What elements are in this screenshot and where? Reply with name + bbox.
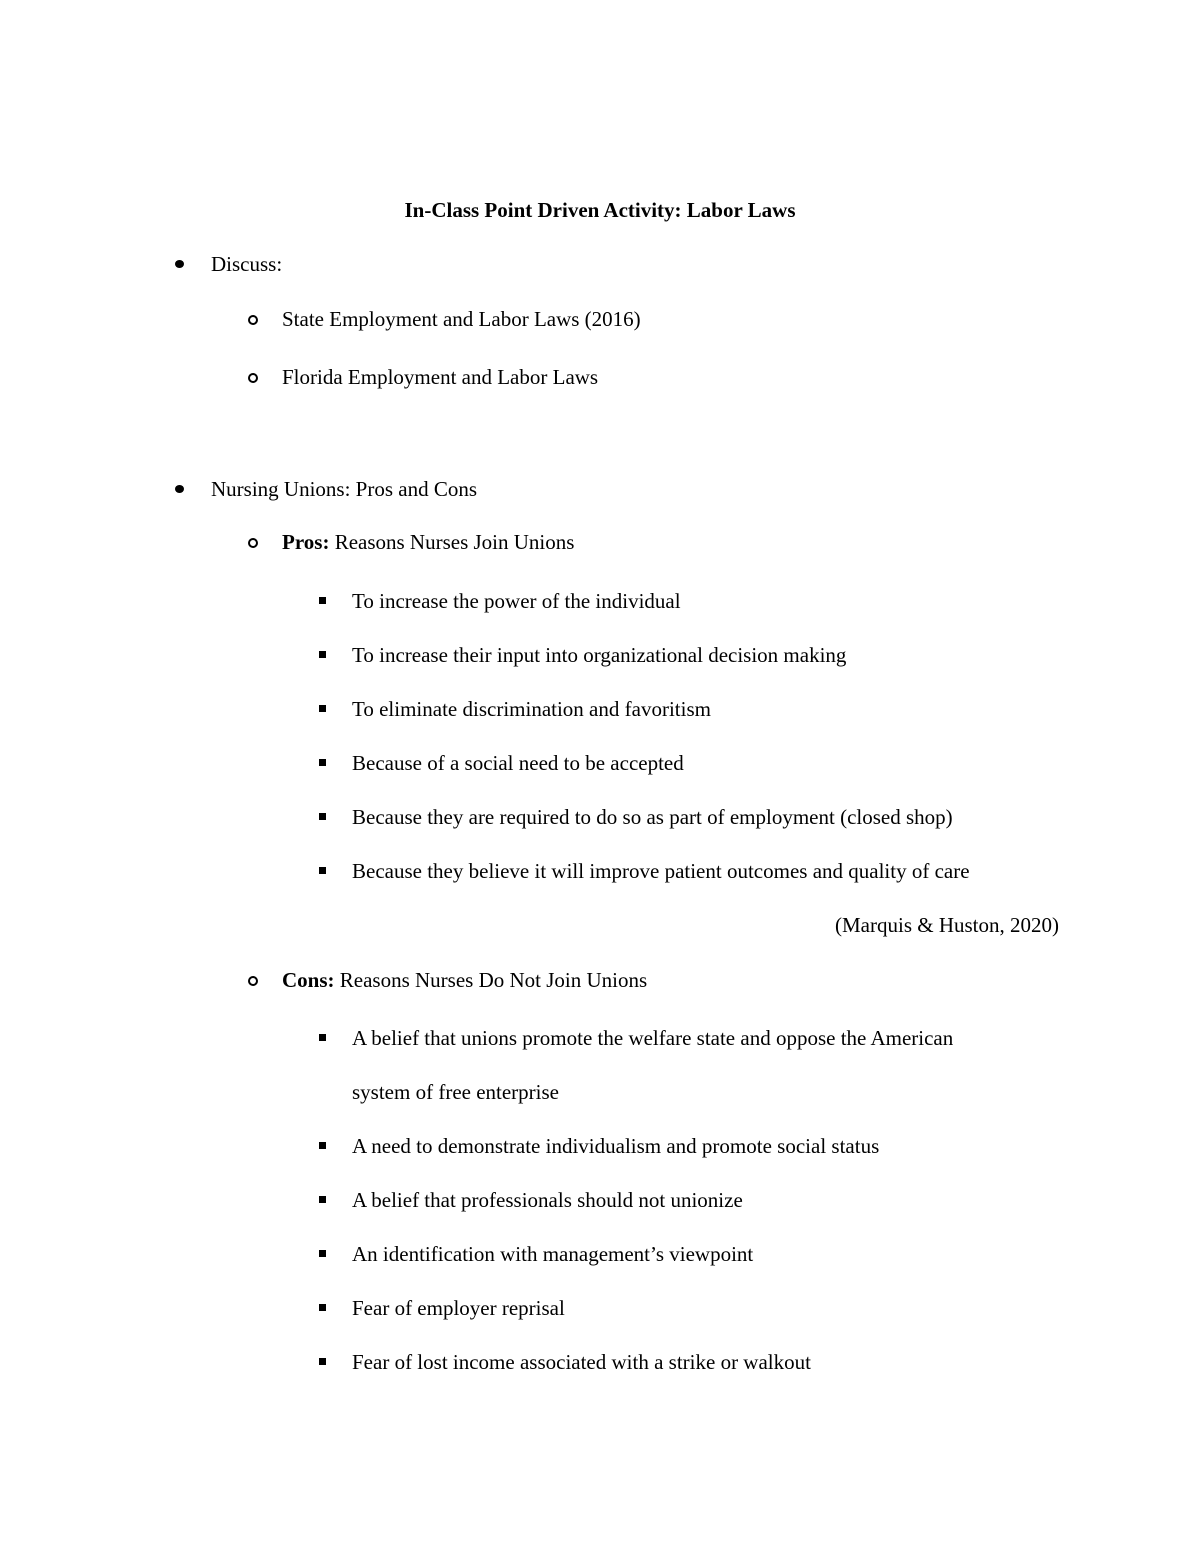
pros-item: Because of a social need to be accepted xyxy=(352,751,684,775)
cons-item: A belief that unions promote the welfare state and oppose the American xyxy=(352,1026,954,1050)
bullet-square-icon xyxy=(319,1196,326,1203)
discuss-label: Discuss: xyxy=(211,252,283,276)
bullet-dot-icon xyxy=(175,485,184,493)
pros-heading-line xyxy=(282,528,574,556)
bullet-square-icon xyxy=(319,1304,326,1311)
bullet-ring-icon xyxy=(248,976,258,986)
pros-citation: (Marquis & Huston, 2020) xyxy=(835,913,1059,937)
bullet-dot-icon xyxy=(175,260,184,268)
bullet-square-icon xyxy=(319,813,326,820)
bullet-square-icon xyxy=(319,1358,326,1365)
bullet-square-icon xyxy=(319,705,326,712)
page-title: In-Class Point Driven Activity: Labor Laws xyxy=(404,198,796,222)
bullet-ring-icon xyxy=(248,315,258,325)
pros-item: To increase their input into organizational decision making xyxy=(352,643,847,667)
cons-heading-line xyxy=(282,966,647,994)
cons-item-continuation: system of free enterprise xyxy=(352,1080,559,1104)
cons-item: Fear of lost income associated with a strike or walkout xyxy=(352,1350,811,1374)
bullet-square-icon xyxy=(319,1142,326,1149)
bullet-ring-icon xyxy=(248,538,258,548)
discuss-item: Florida Employment and Labor Laws xyxy=(282,365,599,389)
cons-item: Fear of employer reprisal xyxy=(352,1296,565,1320)
discuss-item: State Employment and Labor Laws (2016) xyxy=(282,307,641,331)
bullet-square-icon xyxy=(319,651,326,658)
bullet-square-icon xyxy=(319,867,326,874)
bullet-square-icon xyxy=(319,1034,326,1041)
cons-heading: Cons: xyxy=(282,968,335,992)
bullet-square-icon xyxy=(319,1250,326,1257)
cons-item: An identification with management’s viewpoint xyxy=(352,1242,754,1266)
cons-subtitle: Reasons Nurses Do Not Join Unions xyxy=(334,968,648,992)
unions-label: Nursing Unions: Pros and Cons xyxy=(211,477,478,501)
bullet-ring-icon xyxy=(248,373,258,383)
pros-heading: Pros: xyxy=(282,530,330,554)
pros-item: Because they believe it will improve patient outcomes and quality of care xyxy=(352,859,970,883)
pros-item: To increase the power of the individual xyxy=(352,589,681,613)
pros-subtitle: Reasons Nurses Join Unions xyxy=(329,530,575,554)
bullet-square-icon xyxy=(319,759,326,766)
pros-item: Because they are required to do so as part of employment (closed shop) xyxy=(352,805,953,829)
cons-item: A need to demonstrate individualism and promote social status xyxy=(352,1134,880,1158)
bullet-square-icon xyxy=(319,597,326,604)
cons-item: A belief that professionals should not unionize xyxy=(352,1188,743,1212)
pros-item: To eliminate discrimination and favoritism xyxy=(352,697,711,721)
